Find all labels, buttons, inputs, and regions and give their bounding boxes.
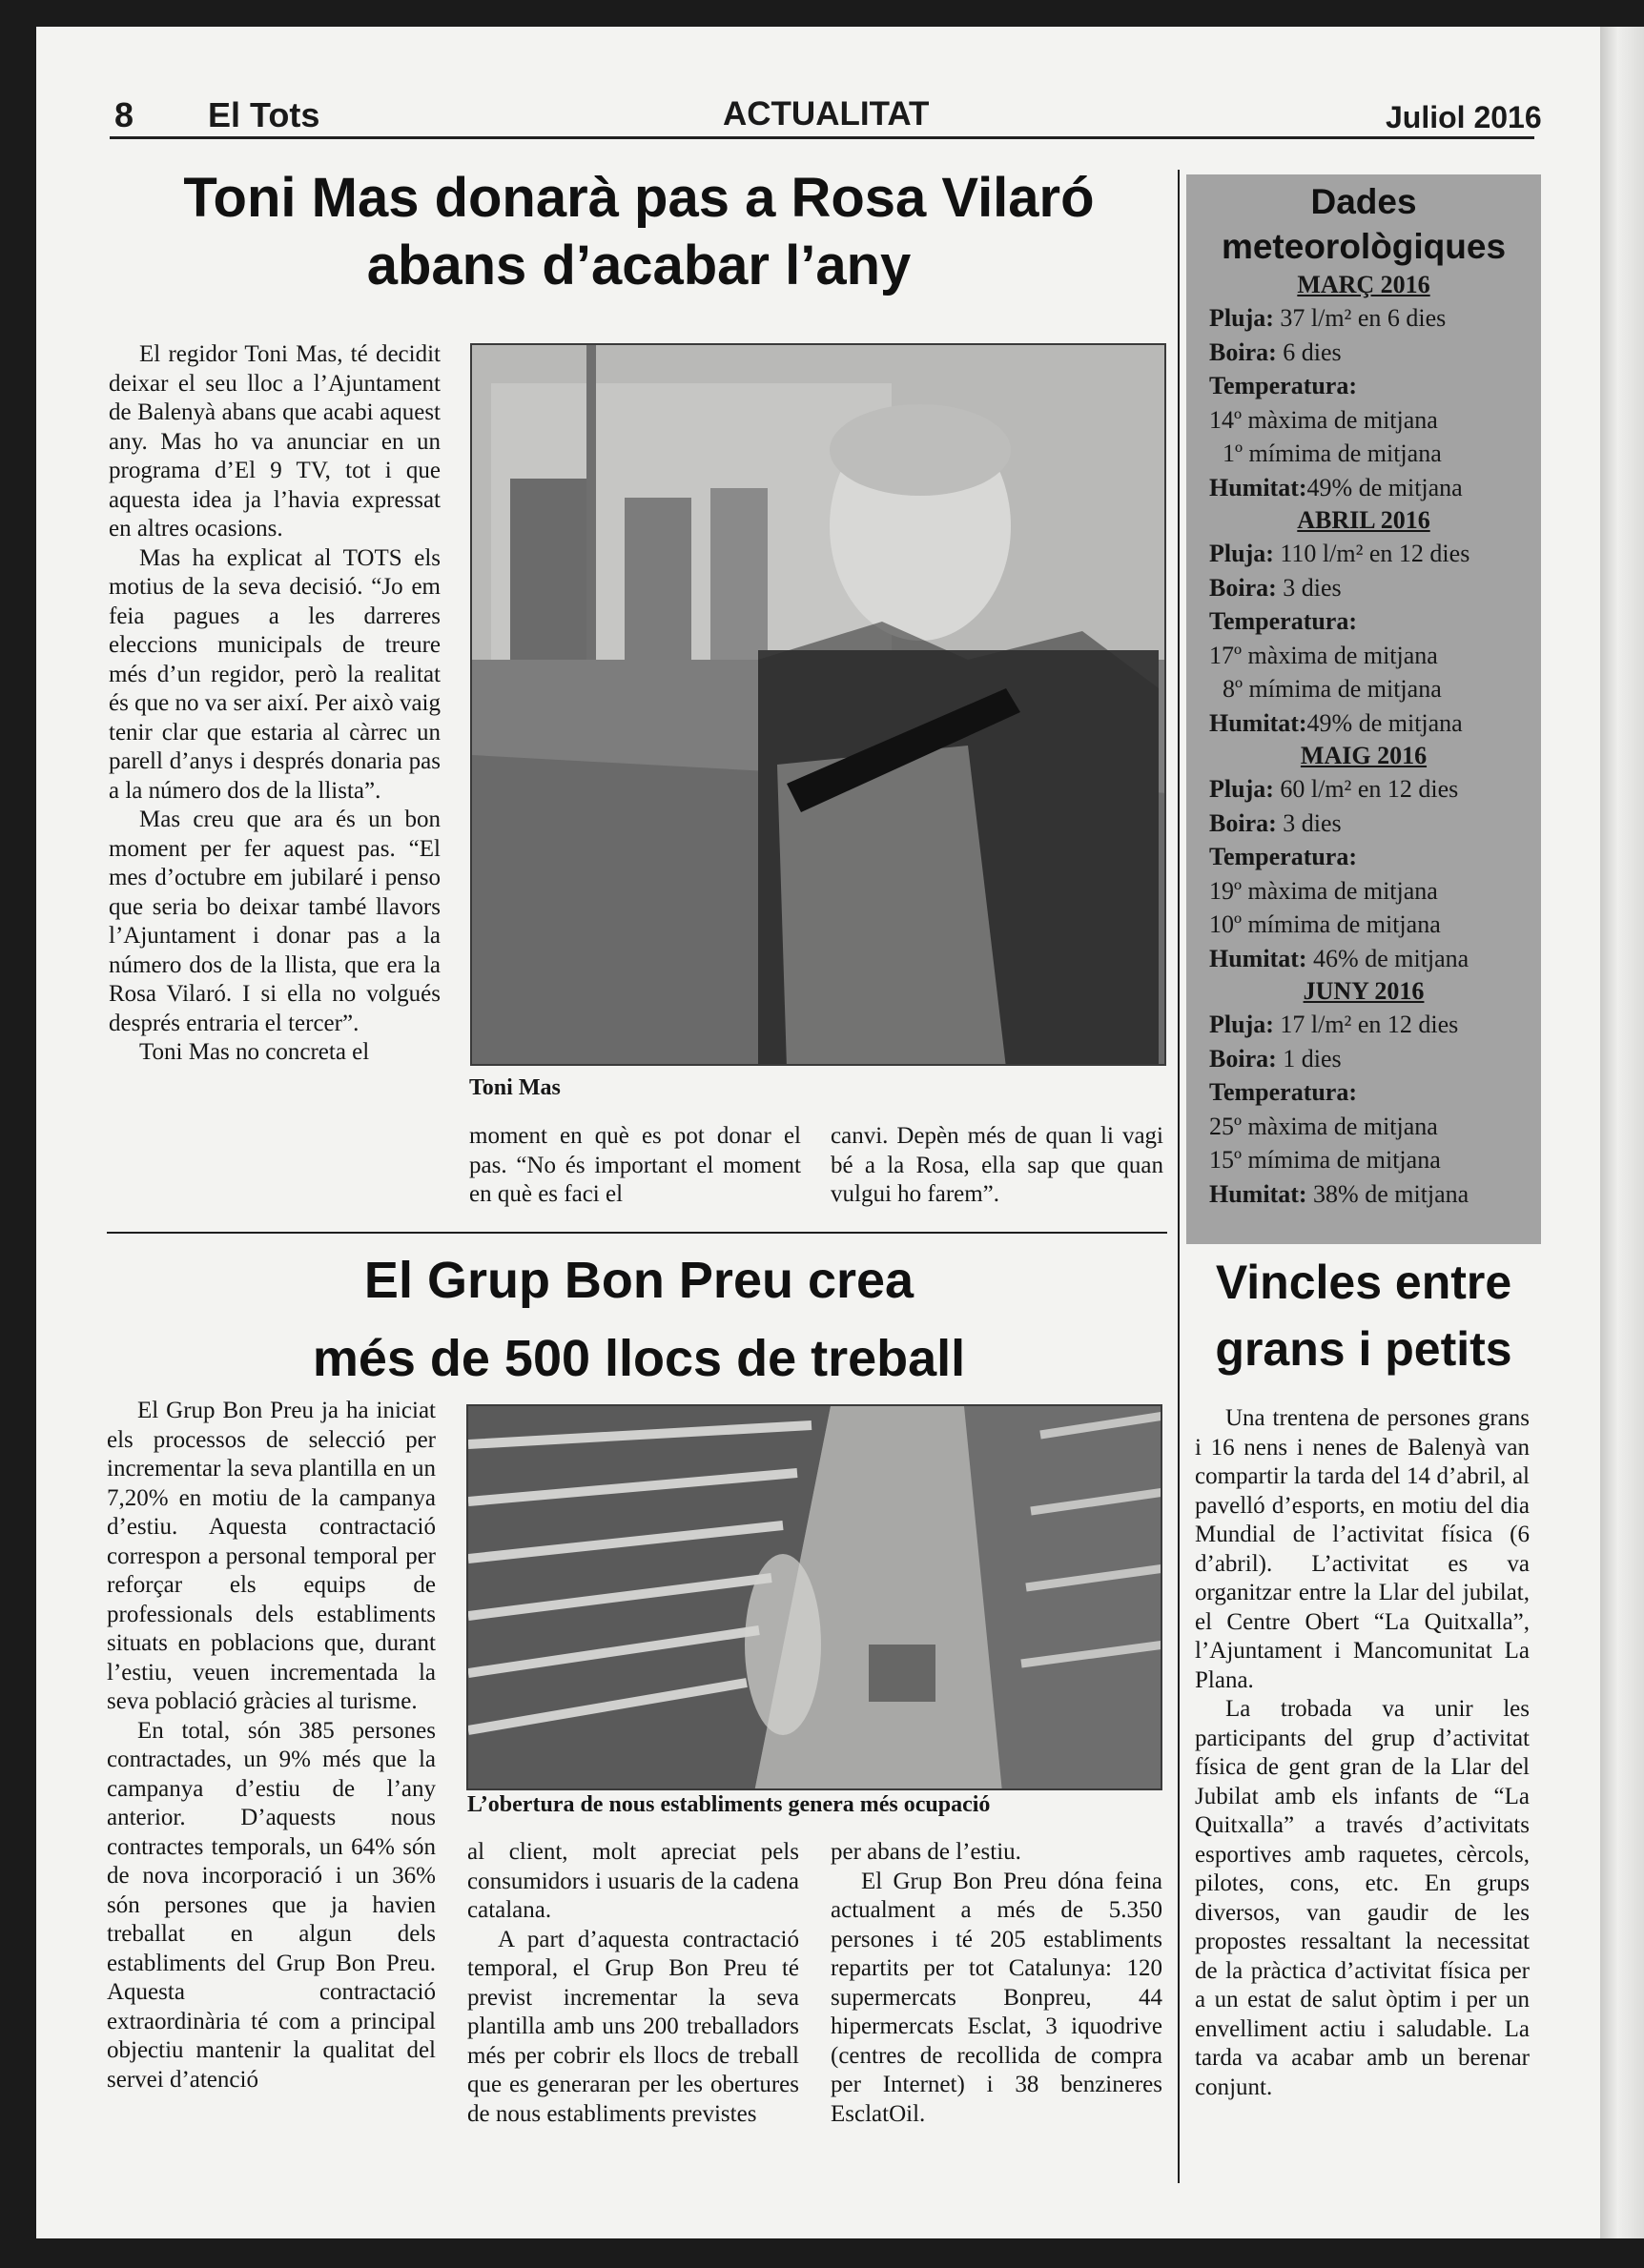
weather-rain [1186, 772, 1541, 807]
weather-month-block [1186, 975, 1541, 1211]
article1-paragraph: El regidor Toni Mas, té decidit deixar el seu lloc a l’Ajuntament de Balenyà abans que acabi aquest any. Mas ho va anunciar en un programa d’El 9 TV, tot i que aquesta idea ja l’havia expressat en altres ocasions. [109, 341, 441, 541]
article3-paragraph: Una trentena de persones grans i 16 nens i nenes de Balenyà van compartir la tarda del 14 d’abril, al pavelló d’esports, en motiu del dia Mundial de l’activitat física (6 d’abril). L’activitat es va organitzar entre la Llar del jubilat, el Centre Obert “La Quitxalla”, l’Ajuntament i Mancomunitat La Plana. [1195, 1405, 1530, 1693]
header-rule [110, 136, 1534, 139]
humidity-value: 46% de mitjana [1306, 944, 1469, 972]
weather-box [1186, 174, 1541, 1244]
fog-label: Boira: [1209, 573, 1277, 602]
rain-value: 17 l/m² en 12 dies [1280, 1011, 1459, 1038]
article3-headline-line: Vincles entre [1215, 1256, 1512, 1309]
weather-temperature-label [1186, 604, 1541, 639]
article2-paragraph: El Grup Bon Preu dóna feina actualment a més de 5.350 persones i té 205 establiments repartits per tot Catalunya: 120 supermercats Bonpreu, 44 hipermercats Esclat, 3 iquodrive (centres de recollida de compra per Internet) i 38 benzineres EsclatOil. [831, 1868, 1162, 2127]
rain-value: 60 l/m² en 12 dies [1280, 775, 1459, 803]
article2-paragraph: per abans de l’estiu. [831, 1839, 1021, 1865]
weather-title-line: meteorològiques [1221, 227, 1507, 266]
weather-rain [1186, 301, 1541, 336]
fog-value: 1 dies [1283, 1044, 1342, 1073]
humidity-label: Humitat: [1209, 944, 1307, 972]
weather-min: 1º mímima de mitjana [1223, 439, 1442, 467]
toni-mas-photo [470, 343, 1166, 1066]
humidity-value: 49% de mitjana [1306, 473, 1463, 501]
article1-column-2 [469, 1122, 801, 1210]
fog-value: 3 dies [1283, 573, 1342, 602]
article1-column-1 [109, 340, 441, 1068]
rain-label: Pluja: [1209, 540, 1274, 567]
temperature-label: Temperatura: [1209, 372, 1358, 399]
article3-column [1195, 1404, 1530, 2102]
weather-max: 14º màxima de mitjana [1209, 405, 1438, 434]
article2-photo-caption: L’obertura de nous establiments genera més ocupació [467, 1792, 991, 1817]
article2-column-1 [107, 1397, 436, 2094]
temperature-label: Temperatura: [1209, 1078, 1358, 1106]
rain-value: 110 l/m² en 12 dies [1280, 540, 1470, 567]
weather-temperature-label [1186, 840, 1541, 874]
article1-photo-caption: Toni Mas [469, 1075, 561, 1100]
weather-humidity [1186, 471, 1541, 505]
fog-label: Boira: [1209, 337, 1277, 366]
weather-max: 19º màxima de mitjana [1209, 876, 1438, 905]
article3-headline [1187, 1249, 1540, 1382]
temperature-label: Temperatura: [1209, 607, 1358, 635]
weather-month-block [1186, 740, 1541, 975]
weather-rain [1186, 1008, 1541, 1042]
weather-max: 17º màxima de mitjana [1209, 641, 1438, 669]
humidity-label: Humitat: [1209, 1179, 1307, 1208]
article1-paragraph: moment en què es pot donar el pas. “No és important el moment en què es faci el [469, 1123, 801, 1207]
issue-date: Juliol 2016 [1386, 100, 1542, 134]
article2-paragraph: al client, molt apreciat pels consumidors i usuaris de la cadena catalana. [467, 1839, 799, 1923]
article2-headline-line: El Grup Bon Preu crea [363, 1252, 914, 1309]
weather-month-name: MAIG 2016 [1300, 742, 1428, 769]
supermarket-photo-illustration [468, 1406, 1162, 1790]
page-spine [1600, 27, 1644, 2238]
weather-title [1186, 179, 1541, 269]
toni-mas-photo-illustration [472, 345, 1166, 1066]
weather-fog [1186, 336, 1541, 370]
rain-value: 37 l/m² en 6 dies [1280, 304, 1447, 332]
rain-label: Pluja: [1209, 304, 1274, 332]
temperature-label: Temperatura: [1209, 843, 1358, 870]
weather-humidity [1186, 942, 1541, 976]
article2-paragraph: En total, són 385 persones contractades, un 9% més que la campanya d’estiu de l’any anterior. D’aquests nous contractes temporals, un 64% són de nova incorporació i un 36% són persones que ja havien treballat en algun dels establiments del Grup Bon Preu. Aquesta contractació extraordinària té com a principal objectiu mantenir la qualitat del servei d’atenció [107, 1717, 436, 2093]
article1-paragraph: Toni Mas no concreta el [139, 1039, 370, 1065]
article2-paragraph: A part d’aquesta contractació temporal, el Grup Bon Preu té previst incrementar la seva plantilla amb uns 200 treballadors més per cobrir els llocs de treball que es generaran per les obertures de nous establiments previstes [467, 1926, 799, 2127]
article1-paragraph: Mas ha explicat al TOTS els motius de la seva decisió. “Jo em feia pagues a les darreres eleccions municipals de treure més d’un regidor, però la realitat és que no va ser així. Per això vaig tenir clar que estaria al càrrec un parell d’anys i després donaria pas a la número dos de la llista”. [109, 544, 441, 804]
weather-humidity [1186, 1177, 1541, 1212]
weather-month-name: ABRIL 2016 [1297, 506, 1430, 534]
fog-label: Boira: [1209, 808, 1277, 837]
supermarket-photo [466, 1404, 1162, 1790]
weather-humidity [1186, 706, 1541, 741]
weather-max: 25º màxima de mitjana [1209, 1112, 1438, 1140]
article1-paragraph: canvi. Depèn més de quan li vagi bé a la Rosa, ella sap que quan vulgui ho farem”. [831, 1123, 1163, 1207]
article2-headline [114, 1241, 1163, 1398]
article1-headline: Toni Mas donarà pas a Rosa Vilaró abans d’acabar l’any [183, 167, 1095, 296]
weather-title-line: Dades [1310, 182, 1417, 221]
section-title: ACTUALITAT [723, 95, 930, 133]
article1-column-3 [831, 1122, 1163, 1210]
article2-headline-line: més de 500 llocs de treball [312, 1330, 966, 1387]
humidity-label: Humitat: [1209, 708, 1307, 737]
humidity-label: Humitat: [1209, 473, 1307, 501]
rain-label: Pluja: [1209, 1011, 1274, 1038]
article1-paragraph: Mas creu que ara és un bon moment per fer aquest pas. “El mes d’octubre em jubilaré i penso que seria bo deixar també llavors l’Ajuntament i donar pas a la número dos de la llista, que era la Rosa Vilaró. I si ella no volgués després entraria el tercer”. [109, 807, 441, 1036]
article2-paragraph: El Grup Bon Preu ja ha iniciat els processos de selecció per incrementar la seva plantilla en un 7,20% en motiu de la campanya d’estiu. Aquesta contractació correspon a personal temporal per reforçar els equips de professionals dels establiments situats en poblacions que, durant l’estiu, veuen incrementada la seva població gràcies al turisme. [107, 1398, 436, 1714]
weather-fog [1186, 1042, 1541, 1076]
weather-fog [1186, 807, 1541, 841]
article3-headline-line: grans i petits [1215, 1322, 1512, 1376]
weather-month-block [1186, 269, 1541, 504]
weather-month-name: JUNY 2016 [1303, 977, 1425, 1005]
fog-value: 3 dies [1283, 808, 1342, 837]
weather-temperature-label [1186, 1075, 1541, 1110]
weather-min: 8º mímima de mitjana [1223, 675, 1442, 703]
fog-value: 6 dies [1283, 337, 1342, 366]
article2-column-3 [831, 1838, 1162, 2129]
weather-fog [1186, 571, 1541, 605]
weather-temperature-label [1186, 369, 1541, 403]
publication-name: El Tots [208, 95, 320, 134]
weather-rain [1186, 537, 1541, 571]
article3-paragraph: La trobada va unir les participants del grup d’activitat física de gent gran de la Llar del Jubilat amb els infants de “La Quitxalla” a través d’activitats esportives amb raquetes, cèrcols, pilotes, cons, etc. En grups diversos, van gaudir de les propostes ressaltant la necessitat de la pràctica d’activitat física per a un estat de salut òptim i per un envelliment actiu i saludable. La tarda va acabar amb un berenar conjunt. [1195, 1696, 1530, 2100]
weather-min: 10º mímima de mitjana [1209, 910, 1441, 938]
humidity-value: 38% de mitjana [1306, 1179, 1469, 1208]
weather-month-block [1186, 504, 1541, 740]
weather-month-name: MARÇ 2016 [1297, 271, 1430, 298]
article2-column-2 [467, 1838, 799, 2129]
humidity-value: 49% de mitjana [1306, 708, 1463, 737]
article-separator [107, 1232, 1167, 1234]
column-divider [1178, 170, 1180, 2183]
rain-label: Pluja: [1209, 775, 1274, 803]
page-number: 8 [114, 95, 134, 134]
weather-min: 15º mímima de mitjana [1209, 1146, 1441, 1174]
fog-label: Boira: [1209, 1044, 1277, 1073]
